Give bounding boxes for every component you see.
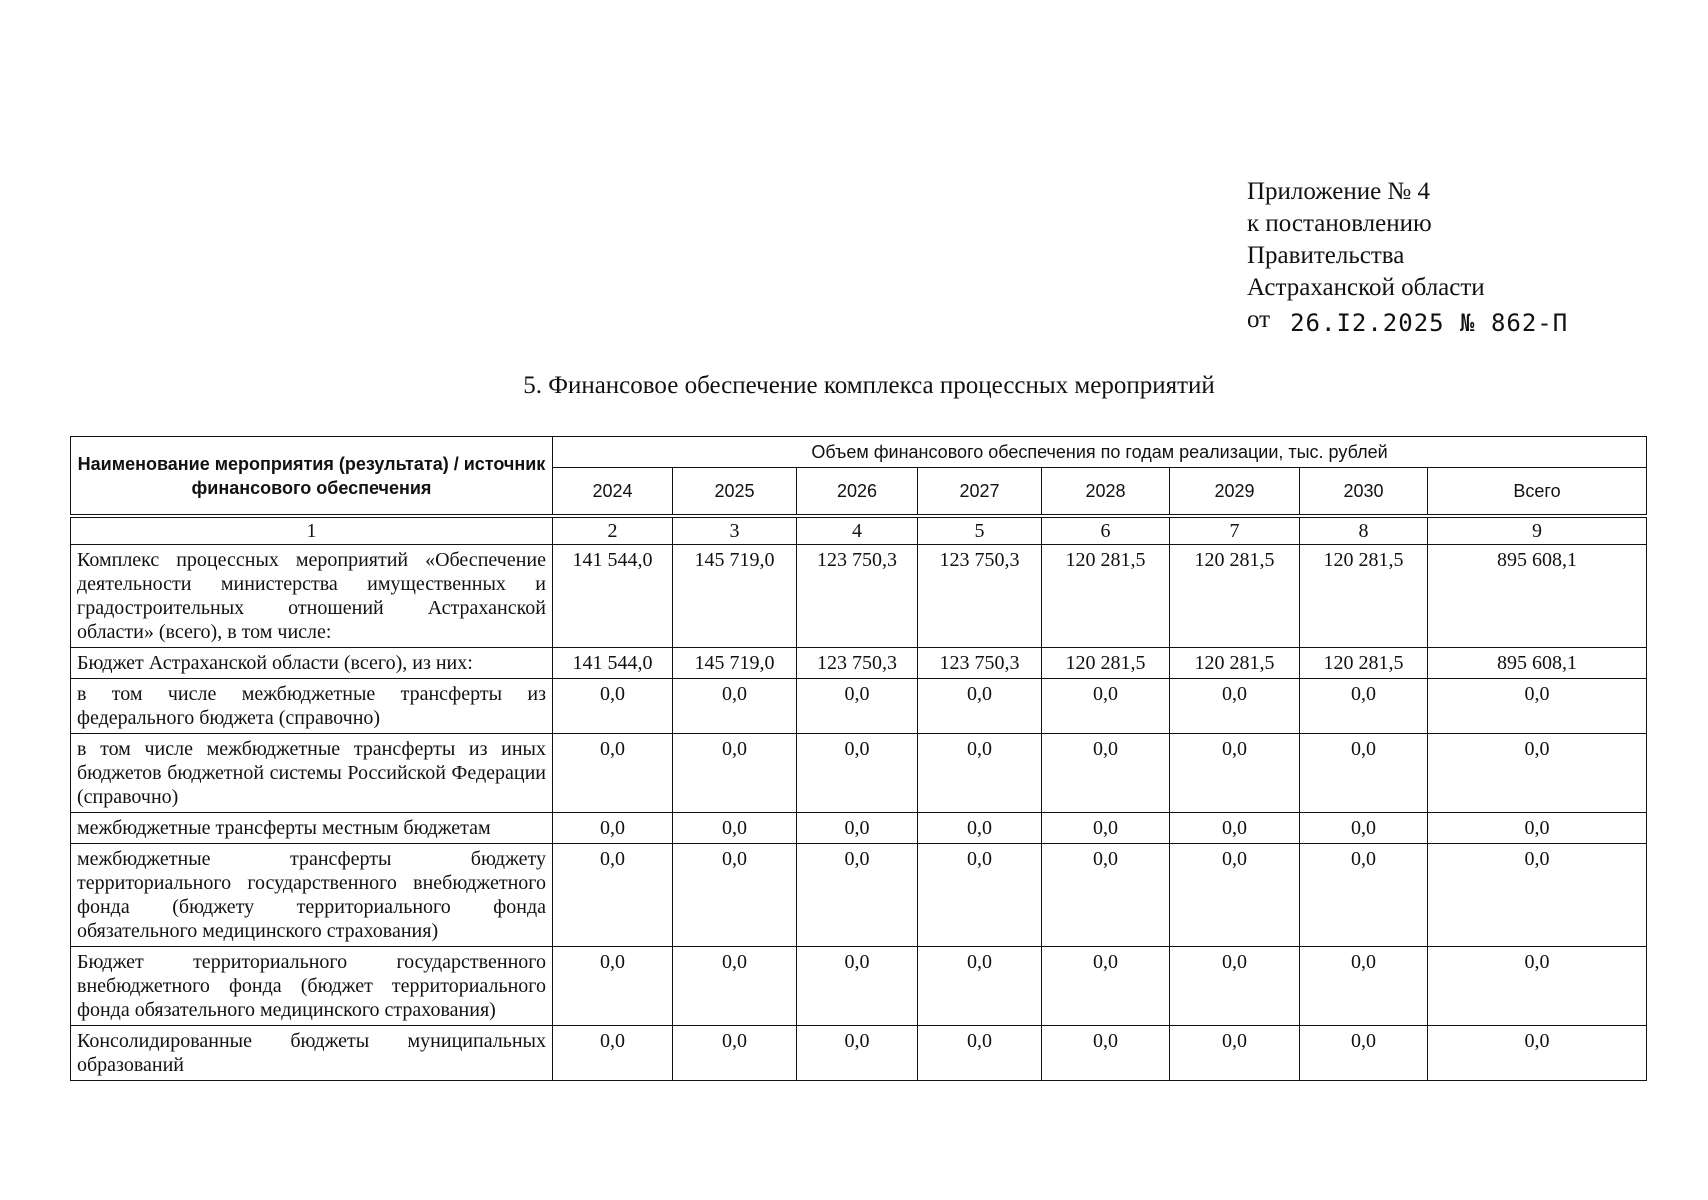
row-value-2024: 141 544,0 (553, 648, 673, 679)
column-number-6: 6 (1042, 516, 1170, 545)
annex-title: Приложение № 4 (1247, 178, 1431, 205)
row-value-2025: 0,0 (673, 844, 797, 947)
table-row (71, 679, 1647, 734)
row-name: Комплекс процессных мероприятий «Обеспечение деятельности министерства имущественных и градостроительных отношений Астраханской области» (всего), в том числе: (71, 545, 553, 648)
column-number-1: 1 (71, 516, 553, 545)
row-value-2029: 0,0 (1170, 734, 1300, 813)
row-name: в том числе межбюджетные трансферты из федерального бюджета (справочно) (71, 679, 553, 734)
row-value-2028: 0,0 (1042, 679, 1170, 734)
section-title: 5. Финансовое обеспечение комплекса процессных мероприятий (523, 372, 1215, 399)
row-value-2030: 0,0 (1300, 844, 1428, 947)
table-row (71, 545, 1647, 648)
row-value-2028: 0,0 (1042, 734, 1170, 813)
row-value-2025: 0,0 (673, 947, 797, 1026)
table-row (71, 844, 1647, 947)
row-value-2029: 0,0 (1170, 813, 1300, 844)
row-value-2024: 0,0 (553, 844, 673, 947)
row-value-2030: 120 281,5 (1300, 545, 1428, 648)
row-name: Консолидированные бюджеты муниципальных образований (71, 1026, 553, 1081)
table-row (71, 813, 1647, 844)
row-value-2027: 0,0 (918, 813, 1042, 844)
year-header-5: 2028 (1042, 468, 1170, 517)
annex-to-resolution: к постановлению (1247, 210, 1432, 237)
row-value-2028: 120 281,5 (1042, 545, 1170, 648)
row-value-2029: 0,0 (1170, 844, 1300, 947)
year-header-1: 2024 (553, 468, 673, 517)
row-value-Всего: 0,0 (1428, 947, 1647, 1026)
row-value-2026: 0,0 (797, 813, 918, 844)
year-header-7: 2030 (1300, 468, 1428, 517)
row-value-2027: 0,0 (918, 679, 1042, 734)
row-value-2026: 0,0 (797, 947, 918, 1026)
annex-government: Правительства (1247, 242, 1405, 269)
row-value-2030: 0,0 (1300, 1026, 1428, 1081)
row-value-2024: 0,0 (553, 734, 673, 813)
row-value-Всего: 0,0 (1428, 1026, 1647, 1081)
row-value-2026: 0,0 (797, 844, 918, 947)
row-value-2026: 0,0 (797, 734, 918, 813)
row-value-2025: 145 719,0 (673, 648, 797, 679)
header-row-1 (71, 437, 1647, 468)
row-value-2025: 0,0 (673, 813, 797, 844)
row-value-Всего: 0,0 (1428, 813, 1647, 844)
column-number-4: 4 (797, 516, 918, 545)
row-value-2027: 0,0 (918, 734, 1042, 813)
row-value-2025: 0,0 (673, 734, 797, 813)
column-number-3: 3 (673, 516, 797, 545)
row-value-2024: 0,0 (553, 813, 673, 844)
row-value-2024: 141 544,0 (553, 545, 673, 648)
row-value-2024: 0,0 (553, 947, 673, 1026)
year-header-4: 2027 (918, 468, 1042, 517)
table-row (71, 648, 1647, 679)
row-value-2029: 120 281,5 (1170, 545, 1300, 648)
column-number-7: 7 (1170, 516, 1300, 545)
row-value-2025: 0,0 (673, 679, 797, 734)
row-value-2030: 0,0 (1300, 813, 1428, 844)
year-header-2: 2025 (673, 468, 797, 517)
row-value-Всего: 0,0 (1428, 679, 1647, 734)
column-number-5: 5 (918, 516, 1042, 545)
row-value-2027: 0,0 (918, 947, 1042, 1026)
column-number-8: 8 (1300, 516, 1428, 545)
row-value-2028: 0,0 (1042, 844, 1170, 947)
row-value-2029: 0,0 (1170, 947, 1300, 1026)
year-header-3: 2026 (797, 468, 918, 517)
annex-date-line (1247, 304, 1568, 337)
volume-header: Объем финансового обеспечения по годам реализации, тыс. рублей (553, 437, 1647, 468)
row-name: Бюджет территориального государственного внебюджетного фонда (бюджет территориального фонда обязательного медицинского страхования) (71, 947, 553, 1026)
row-value-2030: 0,0 (1300, 679, 1428, 734)
row-value-2026: 0,0 (797, 1026, 918, 1081)
row-value-2026: 0,0 (797, 679, 918, 734)
row-value-2025: 0,0 (673, 1026, 797, 1081)
annex-date-number: 26.I2.2025 № 862-П (1290, 309, 1569, 337)
row-value-2027: 123 750,3 (918, 545, 1042, 648)
row-value-2027: 0,0 (918, 844, 1042, 947)
row-name: Бюджет Астраханской области (всего), из них: (71, 648, 553, 679)
row-value-2026: 123 750,3 (797, 648, 918, 679)
row-value-2024: 0,0 (553, 679, 673, 734)
annex-from-label: от (1247, 306, 1271, 333)
row-value-2028: 0,0 (1042, 813, 1170, 844)
row-value-2027: 0,0 (918, 1026, 1042, 1081)
row-value-2029: 120 281,5 (1170, 648, 1300, 679)
row-value-2030: 120 281,5 (1300, 648, 1428, 679)
row-value-2027: 123 750,3 (918, 648, 1042, 679)
row-value-2026: 123 750,3 (797, 545, 918, 648)
row-value-2025: 145 719,0 (673, 545, 797, 648)
row-value-Всего: 0,0 (1428, 734, 1647, 813)
table-row (71, 947, 1647, 1026)
row-name: межбюджетные трансферты бюджету территориального государственного внебюджетного фонда (бюджету территориального фонда обязательного медицинского страхования) (71, 844, 553, 947)
row-value-2030: 0,0 (1300, 734, 1428, 813)
row-value-2029: 0,0 (1170, 679, 1300, 734)
row-value-2030: 0,0 (1300, 947, 1428, 1026)
row-name: межбюджетные трансферты местным бюджетам (71, 813, 553, 844)
annex-block (1247, 176, 1568, 337)
row-value-2029: 0,0 (1170, 1026, 1300, 1081)
row-value-Всего: 895 608,1 (1428, 648, 1647, 679)
row-value-2024: 0,0 (553, 1026, 673, 1081)
row-value-Всего: 895 608,1 (1428, 545, 1647, 648)
table-row (71, 1026, 1647, 1081)
row-value-2028: 0,0 (1042, 947, 1170, 1026)
table-row (71, 734, 1647, 813)
column-number-9: 9 (1428, 516, 1647, 545)
year-header-8: Всего (1428, 468, 1647, 517)
row-value-2028: 0,0 (1042, 1026, 1170, 1081)
column-number-2: 2 (553, 516, 673, 545)
annex-region: Астраханской области (1247, 274, 1485, 301)
name-column-header: Наименование мероприятия (результата) / источник финансового обеспечения (71, 437, 553, 517)
column-number-row (71, 516, 1647, 545)
year-header-6: 2029 (1170, 468, 1300, 517)
financing-table (70, 436, 1647, 1081)
row-name: в том числе межбюджетные трансферты из иных бюджетов бюджетной системы Российской Федерации (справочно) (71, 734, 553, 813)
row-value-2028: 120 281,5 (1042, 648, 1170, 679)
row-value-Всего: 0,0 (1428, 844, 1647, 947)
